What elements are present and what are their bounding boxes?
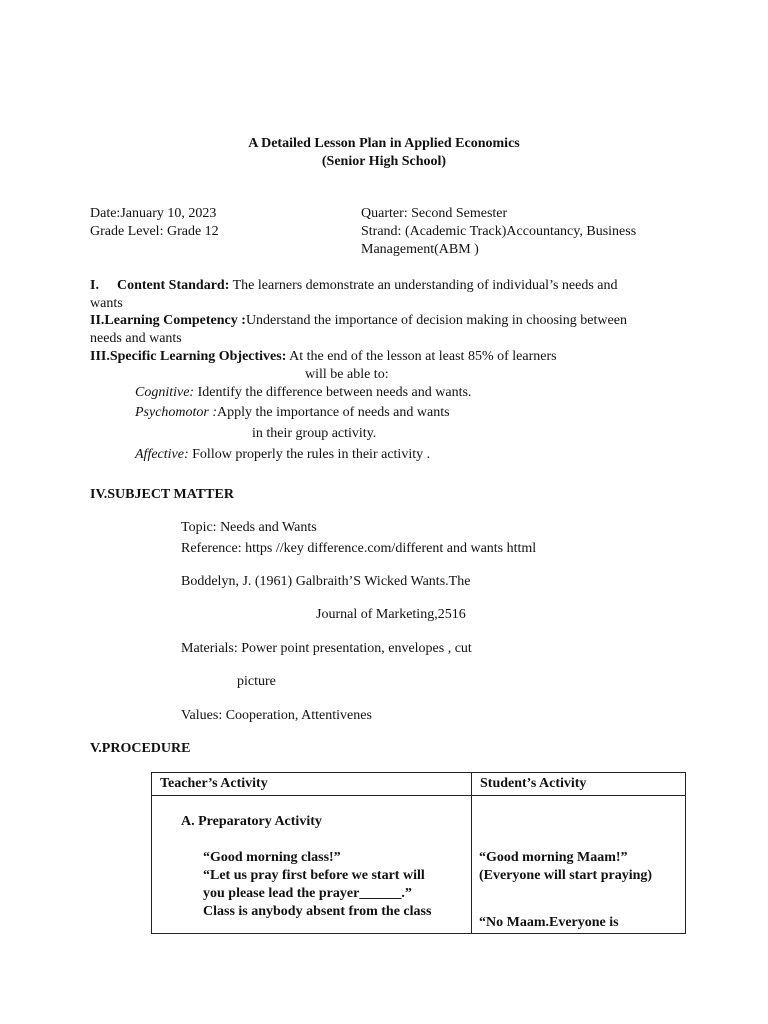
objective-affective [135, 446, 430, 464]
psychomotor-text: Apply the importance of needs and wants [217, 405, 450, 420]
grade-level-field: Grade Level: Grade 12 [90, 224, 219, 239]
student-line: (Everyone will start praying) [479, 868, 653, 883]
teacher-line: “Let us pray first before we start will [203, 868, 425, 883]
learning-competency-label: II.Learning Competency : [90, 313, 246, 328]
learning-competency-text: Understand the importance of decision making in choosing between [245, 313, 627, 328]
content-standard-text: The learners demonstrate an understanding of individual’s needs and [229, 278, 618, 293]
date-field: Date:January 10, 2023 [90, 206, 217, 221]
quarter-field: Quarter: Second Semester [361, 206, 508, 221]
table-header-row [152, 773, 686, 796]
cognitive-label: Cognitive: [135, 385, 195, 400]
psychomotor-label: Psychomotor : [135, 405, 218, 420]
section-numeral: I. [90, 278, 99, 293]
teacher-line: you please lead the prayer______.” [203, 886, 412, 901]
procedure-heading: V.PROCEDURE [90, 741, 191, 756]
teacher-activity-header: Teacher’s Activity [152, 773, 472, 796]
content-standard [90, 277, 618, 295]
citation-line2: Journal of Marketing,2516 [316, 607, 466, 622]
content-standard-label: Content Standard: [116, 278, 230, 293]
strand-field-line2: Management(ABM ) [361, 242, 479, 257]
psychomotor-text-cont: in their group activity. [252, 426, 377, 441]
student-line: “Good morning Maam!” [479, 850, 628, 865]
values-line: Values: Cooperation, Attentivenes [181, 708, 372, 723]
reference-line: Reference: https //key difference.com/different and wants httml [181, 541, 537, 556]
specific-objectives [90, 348, 557, 366]
strand-field-line1: Strand: (Academic Track)Accountancy, Business [361, 224, 637, 239]
specific-objectives-text-cont: will be able to: [305, 367, 389, 382]
affective-label: Affective: [135, 447, 189, 462]
cognitive-text: Identify the difference between needs and wants. [194, 385, 472, 400]
table-row [152, 796, 686, 934]
objective-psychomotor [135, 404, 450, 422]
topic-line: Topic: Needs and Wants [181, 520, 317, 535]
student-line: “No Maam.Everyone is [479, 915, 619, 930]
specific-objectives-label: III.Specific Learning Objectives: [90, 349, 287, 364]
affective-text: Follow properly the rules in their activity . [188, 447, 431, 462]
document-subtitle: (Senior High School) [321, 154, 447, 169]
student-activity-cell [472, 796, 686, 934]
specific-objectives-text: At the end of the lesson at least 85% of learners [286, 349, 557, 364]
subject-matter-heading: IV.SUBJECT MATTER [90, 487, 234, 502]
teacher-line: Class is anybody absent from the class [203, 904, 432, 919]
citation-line1: Boddelyn, J. (1961) Galbraith’S Wicked Wants.The [181, 574, 471, 589]
student-activity-header: Student’s Activity [472, 773, 686, 796]
materials-line1: Materials: Power point presentation, envelopes , cut [181, 641, 472, 656]
materials-line2: picture [237, 674, 276, 689]
document-title: A Detailed Lesson Plan in Applied Economics [248, 136, 520, 151]
objective-cognitive [135, 384, 471, 402]
teacher-activity-cell [152, 796, 472, 934]
teacher-line: “Good morning class!” [203, 850, 341, 865]
procedure-table [151, 772, 686, 934]
learning-competency-text-cont: needs and wants [90, 331, 182, 346]
learning-competency [90, 312, 627, 330]
preparatory-activity-heading: A. Preparatory Activity [181, 814, 322, 829]
content-standard-text-cont: wants [90, 296, 123, 311]
